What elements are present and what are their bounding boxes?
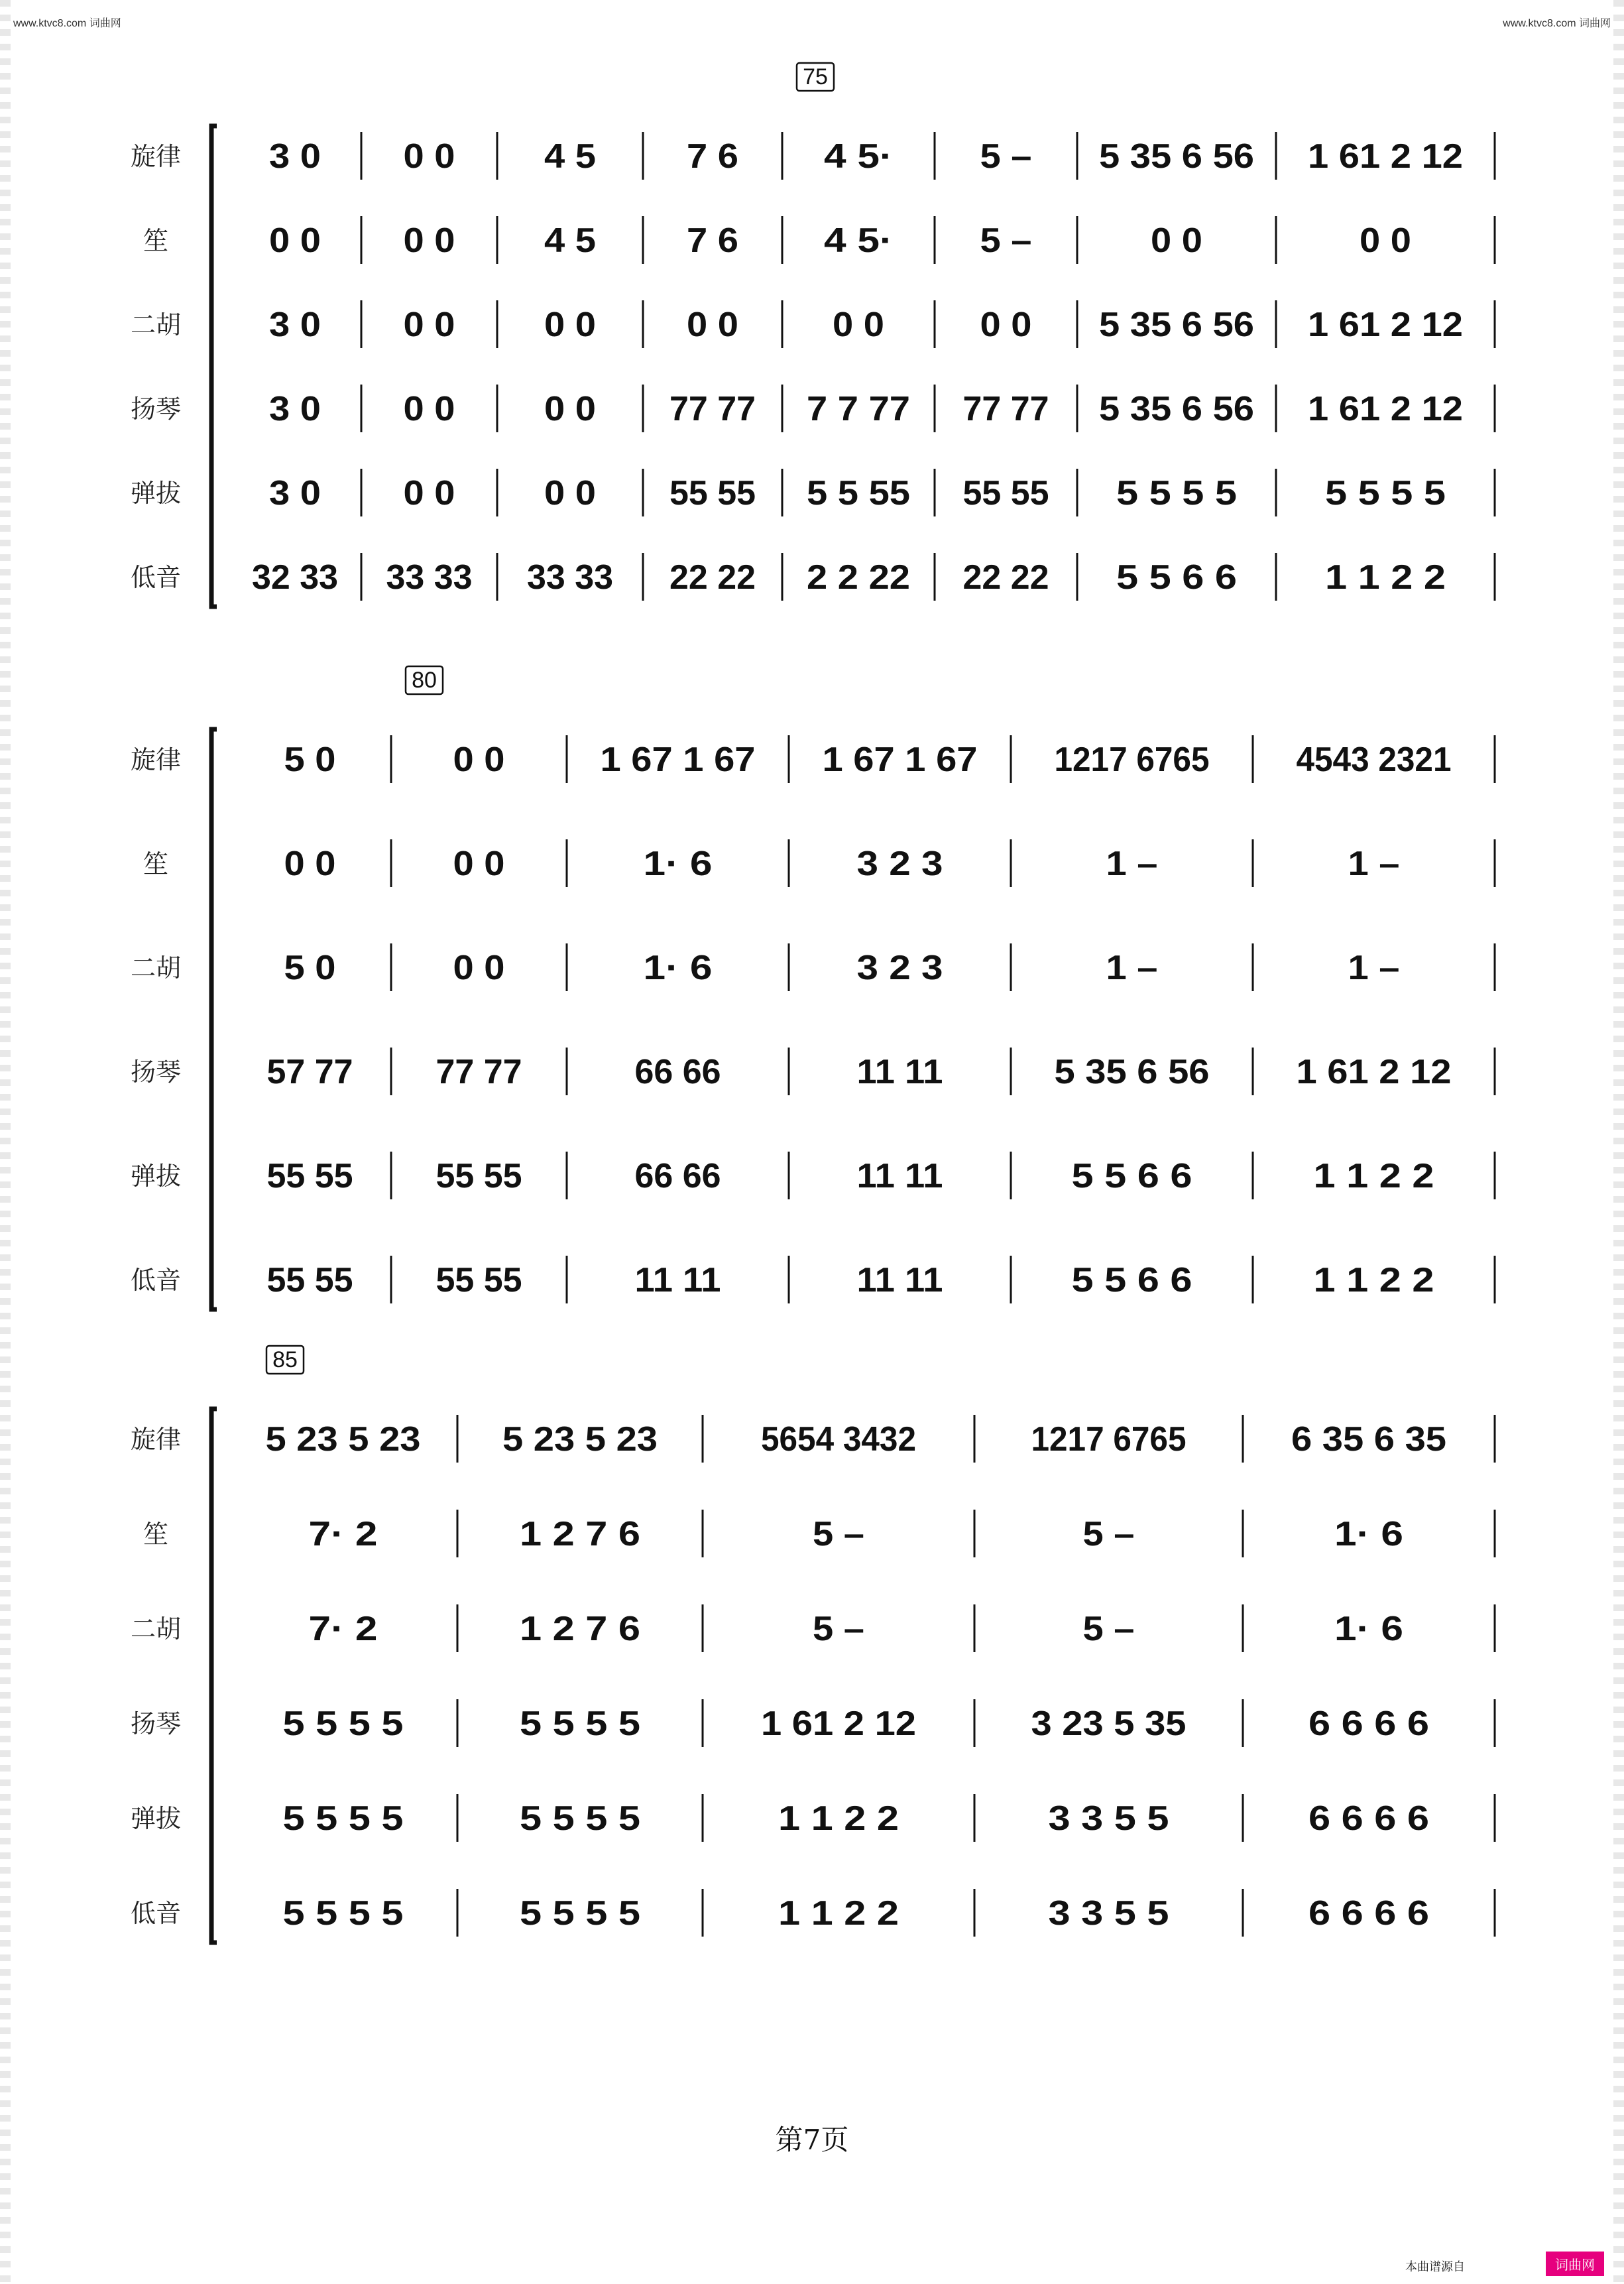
footer-logo: 词曲网	[1546, 2252, 1604, 2276]
measure-notes: 11 11	[634, 1261, 721, 1299]
measure-notes: 66 66	[634, 1053, 721, 1091]
measure-notes: 5 0	[284, 949, 336, 987]
measure-notes: 11 11	[856, 1261, 943, 1299]
measure-notes: 0 0	[833, 306, 884, 344]
measure-notes: 6 6 6 6	[1308, 1705, 1429, 1743]
instrument-label: 弹拔	[130, 479, 182, 508]
measure-notes: 33 33	[527, 558, 613, 597]
measure-notes: 32 33	[252, 558, 338, 597]
measure-notes: 5 –	[813, 1515, 864, 1553]
measure-notes: 7· 2	[308, 1610, 378, 1648]
measure-notes: 22 22	[669, 558, 756, 597]
instrument-label: 旋律	[130, 1425, 182, 1454]
measure-notes: 4 5·	[824, 137, 893, 176]
measure-notes: 0 0	[980, 306, 1032, 344]
measure-notes: 1· 6	[643, 949, 713, 987]
measure-notes: 5 5 5 5	[1325, 474, 1446, 512]
instrument-label: 旋律	[130, 745, 182, 774]
measure-notes: 66 66	[634, 1157, 721, 1195]
measure-notes: 5 5 6 6	[1071, 1261, 1192, 1299]
measure-notes: 1 67 1 67	[822, 741, 978, 779]
measure-notes: 55 55	[962, 474, 1049, 512]
measure-notes: 0 0	[453, 845, 505, 883]
measure-notes: 0 0	[1151, 221, 1202, 260]
measure-notes: 5 35 6 56	[1099, 137, 1254, 176]
instrument-label: 笙	[143, 849, 169, 878]
measure-notes: 0 0	[269, 221, 321, 260]
score-systems	[131, 63, 1495, 1943]
page-number: 第7页	[775, 2124, 849, 2156]
measure-notes: 1 61 2 12	[1308, 390, 1463, 428]
measure-notes: 1 1 2 2	[778, 1799, 899, 1838]
measure-notes: 3 2 3	[856, 949, 943, 987]
measure-notes: 1 –	[1106, 845, 1158, 883]
measure-notes: 55 55	[266, 1157, 353, 1195]
measure-notes: 5 5 5 5	[282, 1894, 404, 1933]
instrument-label: 扬琴	[130, 1057, 182, 1087]
measure-notes: 5 35 6 56	[1099, 390, 1254, 428]
measure-notes: 7· 2	[308, 1515, 378, 1553]
measure-notes: 3 3 5 5	[1048, 1894, 1169, 1933]
measure-notes: 0 0	[403, 137, 455, 176]
measure-notes: 4543 2321	[1296, 741, 1452, 779]
measure-notes: 6 35 6 35	[1291, 1420, 1446, 1459]
measure-notes: 6 6 6 6	[1308, 1894, 1429, 1933]
measure-notes: 55 55	[435, 1261, 522, 1299]
measure-notes: 1217 6765	[1031, 1420, 1187, 1459]
measure-notes: 1 1 2 2	[778, 1894, 899, 1933]
system-bracket	[211, 1409, 217, 1943]
measure-notes: 5 –	[813, 1610, 864, 1648]
instrument-label: 扬琴	[130, 1709, 182, 1738]
measure-notes: 0 0	[1360, 221, 1411, 260]
measure-notes: 0 0	[544, 390, 596, 428]
measure-notes: 5654 3432	[761, 1420, 916, 1459]
measure-notes: 55 55	[435, 1157, 522, 1195]
measure-notes: 33 33	[386, 558, 473, 597]
measure-notes: 4 5	[544, 137, 596, 176]
measure-notes: 0 0	[453, 741, 505, 779]
measure-notes: 3 3 5 5	[1048, 1799, 1169, 1838]
system-bracket	[211, 729, 217, 1309]
measure-notes: 7 6	[687, 221, 738, 260]
instrument-label: 二胡	[130, 310, 182, 339]
measure-notes: 0 0	[687, 306, 738, 344]
measure-notes: 55 55	[266, 1261, 353, 1299]
measure-notes: 22 22	[962, 558, 1049, 597]
measure-notes: 3 0	[269, 474, 321, 512]
score-system-1	[131, 63, 1495, 607]
measure-notes: 5 0	[284, 741, 336, 779]
measure-notes: 5 5 5 5	[282, 1799, 404, 1838]
measure-notes: 0 0	[403, 306, 455, 344]
header-site-right: www.ktvc8.com 词曲网	[1503, 18, 1611, 29]
measure-notes: 0 0	[544, 306, 596, 344]
measure-notes: 0 0	[403, 474, 455, 512]
measure-notes: 1 2 7 6	[520, 1515, 640, 1553]
instrument-label: 二胡	[130, 1614, 182, 1644]
measure-notes: 0 0	[403, 390, 455, 428]
measure-notes: 1· 6	[1334, 1610, 1403, 1648]
measure-notes: 0 0	[284, 845, 336, 883]
measure-notes: 3 2 3	[856, 845, 943, 883]
measure-notes: 5 –	[1082, 1610, 1135, 1648]
measure-notes: 5 5 5 5	[520, 1799, 640, 1838]
footer-source-text: 本曲谱源自	[1405, 2260, 1465, 2274]
measure-notes: 1 1 2 2	[1313, 1261, 1434, 1299]
measure-notes: 1 61 2 12	[761, 1705, 916, 1743]
measure-notes: 11 11	[856, 1157, 943, 1195]
instrument-label: 低音	[130, 1266, 182, 1295]
measure-notes: 57 77	[266, 1053, 353, 1091]
score-system-2	[131, 666, 1495, 1309]
measure-notes: 5 –	[980, 221, 1032, 260]
measure-notes: 1 67 1 67	[600, 741, 756, 779]
measure-notes: 5 5 6 6	[1116, 558, 1237, 597]
measure-notes: 5 5 5 5	[520, 1894, 640, 1933]
measure-notes: 1 2 7 6	[520, 1610, 640, 1648]
measure-notes: 0 0	[403, 221, 455, 260]
instrument-label: 旋律	[130, 142, 182, 171]
system-bracket	[211, 126, 217, 607]
rehearsal-mark: 75	[803, 64, 828, 90]
measure-notes: 77 77	[962, 390, 1049, 428]
measure-notes: 1 61 2 12	[1308, 137, 1463, 176]
instrument-label: 笙	[143, 1520, 169, 1549]
measure-notes: 0 0	[544, 474, 596, 512]
measure-notes: 77 77	[669, 390, 756, 428]
measure-notes: 5 35 6 56	[1054, 1053, 1210, 1091]
measure-notes: 3 0	[269, 306, 321, 344]
measure-notes: 3 0	[269, 137, 321, 176]
measure-notes: 1217 6765	[1054, 741, 1210, 779]
measure-notes: 4 5	[544, 221, 596, 260]
measure-notes: 55 55	[669, 474, 756, 512]
rehearsal-mark: 85	[272, 1347, 298, 1372]
score-system-3	[131, 1346, 1495, 1943]
measure-notes: 7 6	[687, 137, 738, 176]
measure-notes: 6 6 6 6	[1308, 1799, 1429, 1838]
measure-notes: 5 23 5 23	[265, 1420, 421, 1459]
measure-notes: 5 5 5 5	[282, 1705, 404, 1743]
measure-notes: 3 0	[269, 390, 321, 428]
measure-notes: 5 35 6 56	[1099, 306, 1254, 344]
measure-notes: 1 1 2 2	[1325, 558, 1446, 597]
measure-notes: 1 61 2 12	[1308, 306, 1463, 344]
measure-notes: 2 2 22	[807, 558, 910, 597]
measure-notes: 5 –	[980, 137, 1032, 176]
instrument-label: 弹拔	[130, 1162, 182, 1191]
instrument-label: 弹拔	[130, 1804, 182, 1833]
instrument-label: 笙	[143, 226, 169, 255]
measure-notes: 5 5 55	[807, 474, 910, 512]
instrument-label: 扬琴	[130, 394, 182, 424]
measure-notes: 5 –	[1082, 1515, 1135, 1553]
measure-notes: 11 11	[856, 1053, 943, 1091]
measure-notes: 1· 6	[643, 845, 713, 883]
measure-notes: 5 5 6 6	[1071, 1157, 1192, 1195]
measure-notes: 5 5 5 5	[520, 1705, 640, 1743]
instrument-label: 低音	[130, 563, 182, 592]
measure-notes: 1 1 2 2	[1313, 1157, 1434, 1195]
measure-notes: 5 5 5 5	[1116, 474, 1237, 512]
measure-notes: 5 23 5 23	[502, 1420, 658, 1459]
instrument-label: 低音	[130, 1899, 182, 1928]
measure-notes: 4 5·	[824, 221, 893, 260]
measure-notes: 7 7 77	[807, 390, 910, 428]
header-site-left: www.ktvc8.com 词曲网	[13, 18, 121, 29]
measure-notes: 77 77	[435, 1053, 522, 1091]
measure-notes: 0 0	[453, 949, 505, 987]
rehearsal-mark: 80	[412, 668, 437, 693]
measure-notes: 1 –	[1348, 949, 1400, 987]
instrument-label: 二胡	[130, 953, 182, 983]
measure-notes: 1 61 2 12	[1296, 1053, 1452, 1091]
measure-notes: 1· 6	[1334, 1515, 1403, 1553]
measure-notes: 1 –	[1106, 949, 1158, 987]
measure-notes: 3 23 5 35	[1031, 1705, 1187, 1743]
measure-notes: 1 –	[1348, 845, 1400, 883]
